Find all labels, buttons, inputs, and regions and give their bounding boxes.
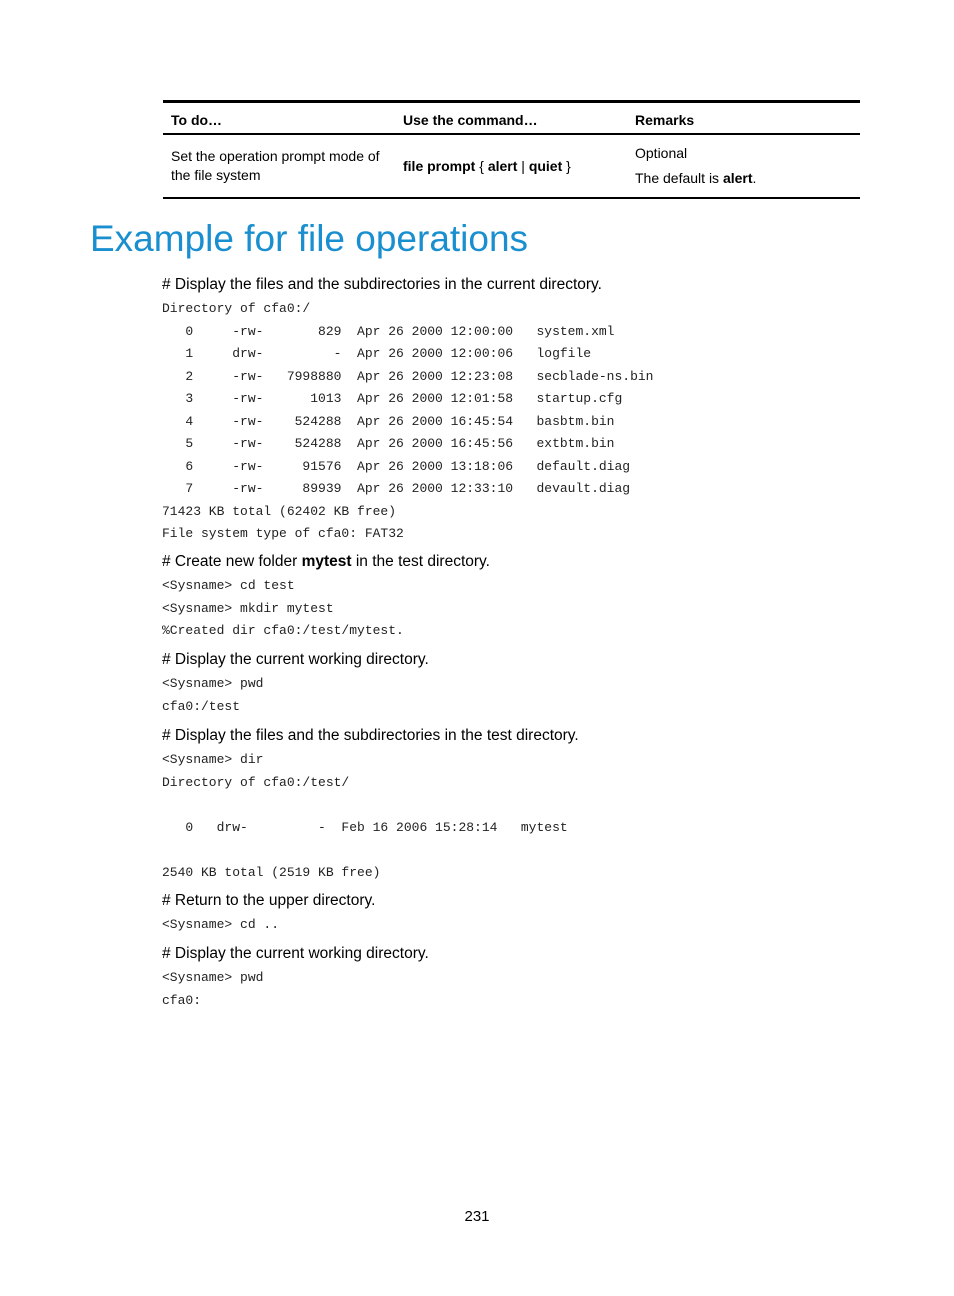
- step-2-code: <Sysname> cd test <Sysname> mkdir mytest %Created dir cfa0:/test/mytest.: [162, 578, 404, 638]
- table-row: [163, 134, 860, 198]
- section-title: Example for file operations: [90, 218, 529, 259]
- step-3-text: # Display the current working directory.: [162, 651, 429, 668]
- step-1-code: Directory of cfa0:/ 0 -rw- 829 Apr 26 2000 12:00:00 system.xml 1 drw- - Apr 26 2000 12:00:06 logfile 2 -rw- 7998880 Apr 26 2000 12:23:08 secblade-ns.bin 3 -rw- 1013 Apr 26 2000 12:01:58 startup.cfg 4 -rw- 524288 Apr 26 2000 16:45:54 basbtm.bin 5 -rw- 524288 Apr 26 2000 16:45:56 extbtm.bin 6 -rw- 91576 Apr 26 2000 13:18:06 default.diag 7 -rw- 89939 Apr 26 2000 12:33:10 devault.diag 71423 KB total (62402 KB free) File system type of cfa0: FAT32: [162, 301, 654, 541]
- step-5-text: # Return to the upper directory.: [162, 892, 376, 909]
- remark-optional: Optional: [635, 145, 688, 161]
- cmd-alert: alert: [487, 157, 518, 174]
- cmd-quiet: quiet: [528, 157, 563, 174]
- step-2-prefix: # Create new folder: [162, 553, 302, 570]
- step-3-code: <Sysname> pwd cfa0:/test: [162, 676, 264, 714]
- step-6-code: <Sysname> pwd cfa0:: [162, 970, 264, 1008]
- step-5-code: <Sysname> cd ..: [162, 917, 280, 932]
- cell-remarks: [627, 134, 860, 198]
- step-6-text: # Display the current working directory.: [162, 945, 429, 962]
- cmd-open-brace: {: [475, 157, 488, 174]
- header-command: Use the command…: [403, 112, 538, 128]
- remark-default-prefix: The default is: [635, 170, 723, 186]
- command-table: [163, 100, 860, 199]
- step-2-folder: mytest: [301, 553, 352, 570]
- remark-default-value: alert: [722, 170, 753, 186]
- cmd-separator: |: [517, 157, 529, 174]
- cell-command: [395, 134, 627, 198]
- cell-todo: Set the operation prompt mode of the file system: [171, 148, 380, 183]
- remark-default: [635, 166, 852, 191]
- page-number: 231: [464, 1208, 490, 1225]
- remark-default-suffix: .: [752, 170, 757, 186]
- header-remarks: Remarks: [635, 112, 695, 128]
- cmd-close-brace: }: [562, 157, 571, 174]
- table-header-row: [163, 102, 860, 135]
- header-todo: To do…: [171, 112, 223, 128]
- step-4-code: <Sysname> dir Directory of cfa0:/test/ 0 drw- - Feb 16 2006 15:28:14 mytest 2540 KB total (2519 KB free): [162, 752, 568, 880]
- step-2-text: [162, 553, 490, 571]
- cmd-keyword: file prompt: [403, 157, 476, 174]
- step-1-text: # Display the files and the subdirectories in the current directory.: [162, 276, 602, 293]
- step-4-text: # Display the files and the subdirectories in the test directory.: [162, 727, 579, 744]
- step-2-suffix: in the test directory.: [351, 553, 490, 570]
